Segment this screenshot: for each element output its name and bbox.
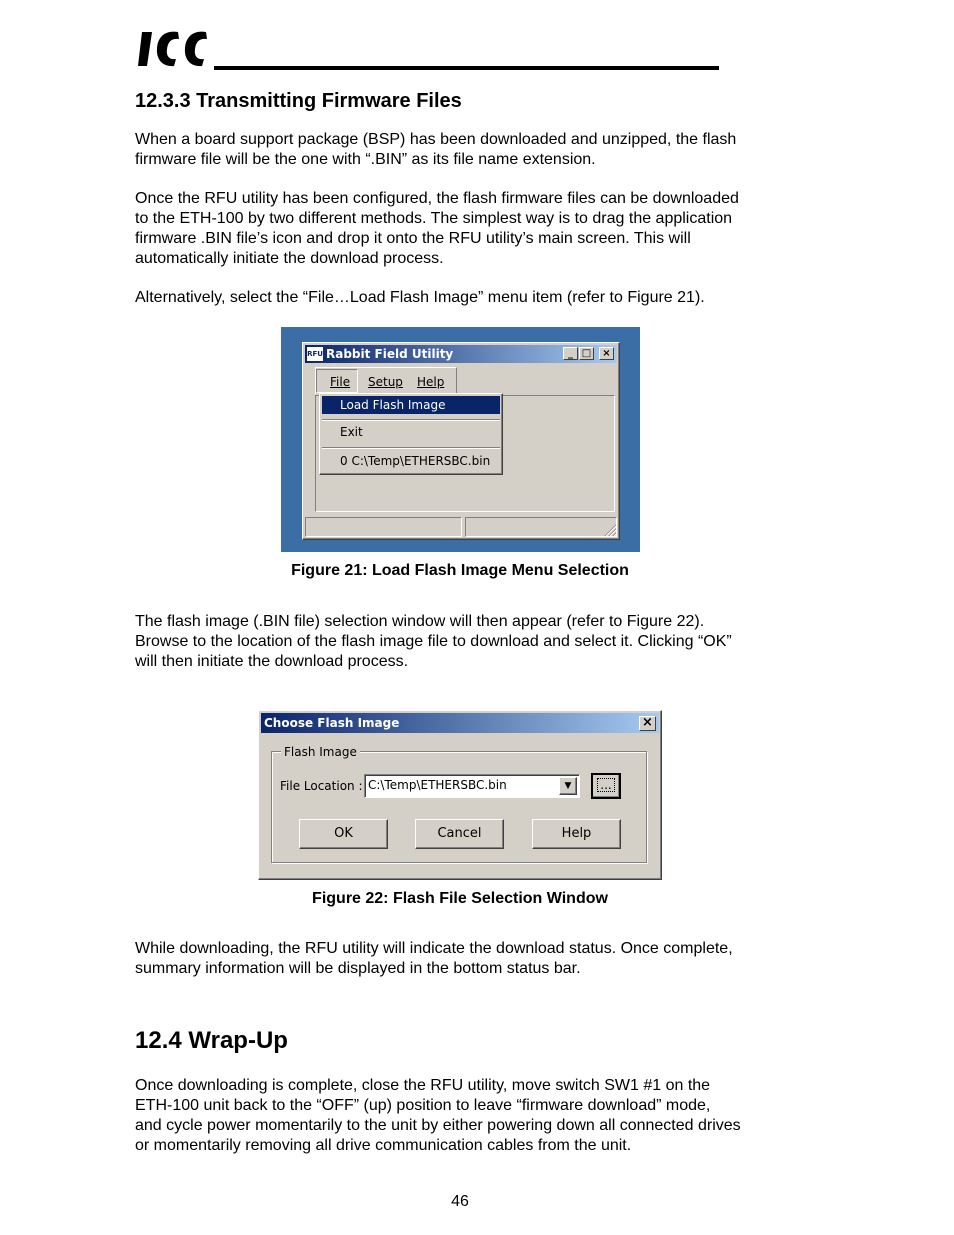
close-icon[interactable]: × [639,716,656,731]
file-location-value: C:\Temp\ETHERSBC.bin [368,778,507,792]
paragraph-line: Browse to the location of the flash image file to download and select it. Clicking “OK” [135,633,732,650]
menu-file-label: File [330,375,351,389]
browse-button[interactable] [591,773,621,799]
paragraph-line: and cycle power momentarily to the unit by either powering down all connected drives [135,1117,741,1134]
cancel-button[interactable]: Cancel [415,819,504,849]
paragraph-line: ETH-100 unit back to the “OFF” (up) position to leave “firmware download” mode, [135,1097,711,1114]
figure-21-caption: Figure 21: Load Flash Image Menu Selection [291,562,629,579]
status-bar-pane-1 [305,517,462,537]
figure-22-caption: Figure 22: Flash File Selection Window [312,890,608,907]
icc-logo [138,26,213,72]
paragraph-selection-window [135,612,732,672]
close-icon[interactable]: × [599,347,614,360]
menu-separator [322,419,500,421]
file-dropdown-menu [319,393,503,475]
paragraph-line: or momentarily removing all drive communication cables from the unit. [135,1137,632,1154]
paragraph-line: The flash image (.BIN file) selection window will then appear (refer to Figure 22). [135,613,705,630]
rfu-menu-bar [315,367,457,394]
menu-item-exit-label: Exit [340,425,363,439]
paragraph-line: to the ETH-100 by two different methods. The simplest way is to drag the application [135,210,733,227]
menu-help-label: Help [417,375,445,389]
paragraph-bsp [135,130,736,170]
menu-item-exit[interactable] [322,422,500,444]
section-heading-12-3-3: 12.3.3 Transmitting Firmware Files [135,90,462,112]
paragraph-line: Once downloading is complete, close the RFU utility, move switch SW1 #1 on the [135,1077,711,1094]
paragraph-line: firmware .BIN file’s icon and drop it onto the RFU utility’s main screen. This will [135,230,691,247]
menu-help[interactable] [417,375,444,389]
paragraph-line: Once the RFU utility has been configured, the flash firmware files can be downloaded [135,190,739,207]
help-button[interactable]: Help [532,819,621,849]
file-location-label: File Location : [280,779,363,793]
paragraph-methods [135,189,739,269]
dialog-title-bar[interactable] [261,713,659,733]
paragraph-line: When a board support package (BSP) has been downloaded and unzipped, the flash [135,131,737,148]
chevron-down-icon[interactable]: ▼ [559,777,577,795]
rfu-app-icon: RFU [307,347,323,361]
rfu-title-bar[interactable] [305,345,617,363]
browse-button-label: ... [597,778,614,792]
ok-button[interactable]: OK [299,819,388,849]
maximize-icon[interactable]: □ [579,347,594,360]
paragraph-line: automatically initiate the download process. [135,250,444,267]
status-bar-pane-2 [465,517,617,537]
minimize-icon[interactable]: _ [563,347,578,360]
menu-item-recent-file[interactable] [322,451,500,471]
menu-file[interactable] [330,375,350,389]
paragraph-wrap-up [135,1076,741,1156]
file-location-combobox[interactable] [364,774,580,798]
page-number: 46 [451,1193,469,1210]
menu-item-load-label: Load Flash Image [340,398,446,412]
choose-flash-image-dialog [258,710,662,880]
menu-setup[interactable] [368,375,403,389]
menu-item-recent-label: 0 C:\Temp\ETHERSBC.bin [340,454,491,468]
resize-grip-icon[interactable] [603,523,617,537]
paragraph-line: summary information will be displayed in the bottom status bar. [135,960,581,977]
menu-separator [322,447,500,449]
paragraph-alternatively: Alternatively, select the “File…Load Flash Image” menu item (refer to Figure 21). [135,289,705,306]
group-label: Flash Image [281,745,360,759]
paragraph-download-status [135,939,733,979]
section-heading-12-4: 12.4 Wrap-Up [135,1027,288,1054]
rfu-window-title: Rabbit Field Utility [326,347,454,361]
rfu-window [302,342,620,540]
header-rule [214,66,719,70]
paragraph-line: firmware file will be the one with “.BIN” as its file name extension. [135,151,596,168]
paragraph-line: will then initiate the download process. [135,653,409,670]
figure-21-desktop [281,327,640,552]
menu-setup-label: Setup [368,375,403,389]
menu-item-load-flash-image[interactable] [322,396,500,414]
paragraph-line: While downloading, the RFU utility will indicate the download status. Once complete, [135,940,733,957]
dialog-title: Choose Flash Image [264,716,400,730]
